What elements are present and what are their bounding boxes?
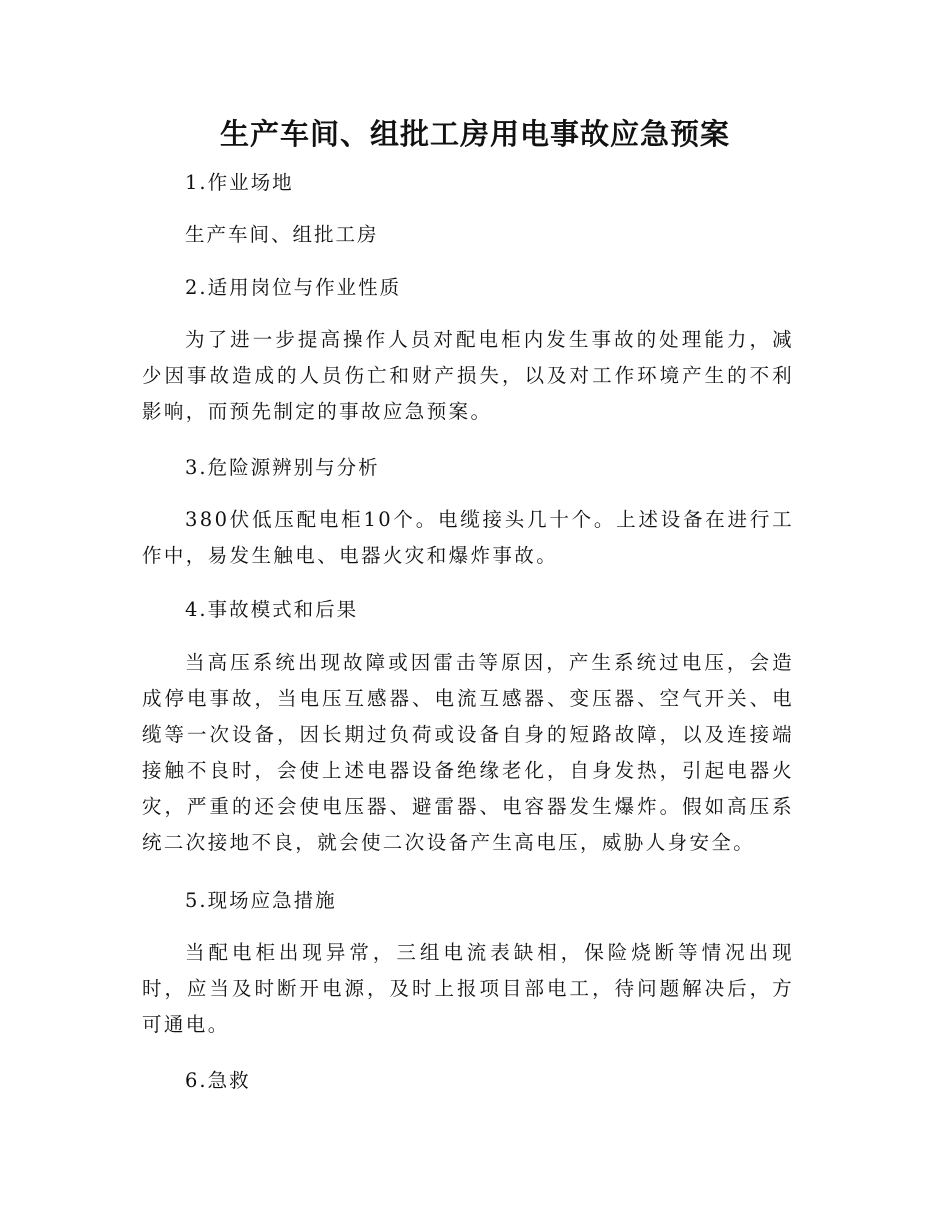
section-6-heading: 6.急救: [185, 1069, 251, 1092]
section-3-body: 380伏低压配电柜10个。电缆接头几十个。上述设备在进行工作中，易发生触电、电器火灾和爆炸事故。: [142, 508, 794, 567]
section-4-body: 当高压系统出现故障或因雷击等原因，产生系统过电压，会造成停电事故，当电压互感器、电流互感器、变压器、空气开关、电缆等一次设备，因长期过负荷或设备自身的短路故障，以及连接端接触不良时，会使上述电器设备绝缘老化，自身发热，引起电器火灾，严重的还会使电压器、避雷器、电容器发生爆炸。假如高压系统二次接地不良，就会使二次设备产生高电压，威胁人身安全。: [142, 651, 794, 854]
section-1-heading: 1.作业场地: [185, 171, 294, 194]
section-1-body: 生产车间、组批工房: [185, 223, 379, 246]
section-2-heading: 2.适用岗位与作业性质: [185, 276, 402, 299]
section-4-heading: 4.事故模式和后果: [185, 598, 359, 621]
document-title: 生产车间、组批工房用电事故应急预案: [219, 117, 730, 151]
section-5-heading: 5.现场应急措施: [185, 889, 337, 912]
section-5-body: 当配电柜出现异常，三组电流表缺相，保险烧断等情况出现时，应当及时断开电源，及时上报项目部电工，待问题解决后，方可通电。: [142, 941, 794, 1036]
section-2-body: 为了进一步提高操作人员对配电柜内发生事故的处理能力，减少因事故造成的人员伤亡和财产损失，以及对工作环境产生的不利影响，而预先制定的事故应急预案。: [142, 328, 794, 423]
section-3-heading: 3.危险源辨别与分析: [185, 456, 380, 479]
